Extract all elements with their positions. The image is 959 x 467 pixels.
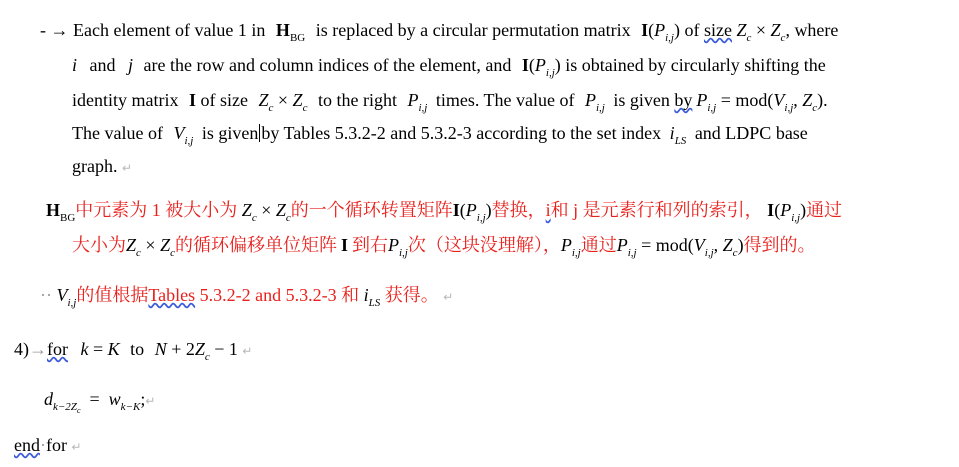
paragraph-mark-icon: ↵ <box>71 440 82 454</box>
chinese-line-2: 大小为$Z_c \times Z_c$的循环偏移单位矩阵 I 到右$P_{i,j}$次（这块没理解），$P_{i,j}$通过$P_{i,j} = mod(V_{i,j}$, $Z_c$)得到的。 <box>72 235 816 259</box>
paragraph-mark-icon: ↵ <box>242 344 253 358</box>
english-line-1: - → Each element of value 1 in $H_{BG}$ is replaced by a circular permutation matrix $I(P_{i,j})$ of size $Z_c \times Z_c$, where <box>40 20 839 44</box>
hbg-symbol-cn: $H_{BG}$ <box>46 200 76 224</box>
zc-times-zc: $Z_c \times Z_c$ <box>736 20 786 44</box>
spellcheck-by: by <box>674 90 693 110</box>
pseudocode-assign-line: $d_{k-2Zc}$ = $w_{k-K};↵$ <box>44 389 156 415</box>
mod-equation: $P_{i,j} = mod(V_{i,j}$, $Z_c$) <box>696 90 824 114</box>
english-line-2: i and j are the row and column indices of the element, and $I(P_{i,j})$ is obtained by circularly shifting the <box>72 55 826 79</box>
pseudocode-for-line: 4)→for k = K to $N + 2Z_c - 1$ ↵ <box>14 339 253 363</box>
ip-symbol: $I(P_{i,j})$ <box>641 20 680 44</box>
end-keyword: end <box>14 435 40 455</box>
for-range: k = K <box>80 339 120 359</box>
paragraph-mark-icon: ↵ <box>145 394 156 408</box>
ip-symbol-2: $I(P_{i,j})$ <box>521 55 561 79</box>
english-line-5: graph. ↵ <box>72 156 133 176</box>
paragraph-mark-icon: ↵ <box>443 290 454 304</box>
chinese-line-1: $H_{BG}$中元素为 1 被大小为 $Z_c \times Z_c$的一个循环转置矩阵$I(P_{i,j})$替换，i和 j 是元素行和列的索引， $I(P_{i,j})$通过 <box>46 200 843 224</box>
chinese-line-3: ·· $V_{i,j}$的值根据Tables 5.3.2-2 and 5.3.2-3 和 $i_{LS}$ 获得。 ↵ <box>40 285 454 309</box>
identity-matrix-I: I <box>188 90 196 110</box>
spellcheck-i: i <box>545 200 551 220</box>
english-line-3: identity matrix I of size $Z_c \times Z_c$ to the right $P_{i,j}$ times. The value of $P_{i,j}$ is given by $P_{i,j} = mod(V_{i,j}$, $Z_c$). <box>72 90 828 114</box>
bullet-marker: - → <box>40 20 69 40</box>
pseudocode-end-line: end·for ↵ <box>14 435 82 455</box>
paragraph-mark-icon: ↵ <box>121 161 133 175</box>
english-line-4: The value of $V_{i,j}$ is given by Tables 5.3.2-2 and 5.3.2-3 according to the set index $i_{LS}$ and LDPC base <box>72 123 808 147</box>
assignment: $d_{k-2Zc} = w_{k-K}$ <box>44 389 141 415</box>
for-keyword: for <box>47 339 68 359</box>
spellcheck-size: size <box>703 20 732 40</box>
hbg-symbol: $H_{BG}$ <box>275 20 306 44</box>
spellcheck-tables: Tables <box>148 285 196 305</box>
